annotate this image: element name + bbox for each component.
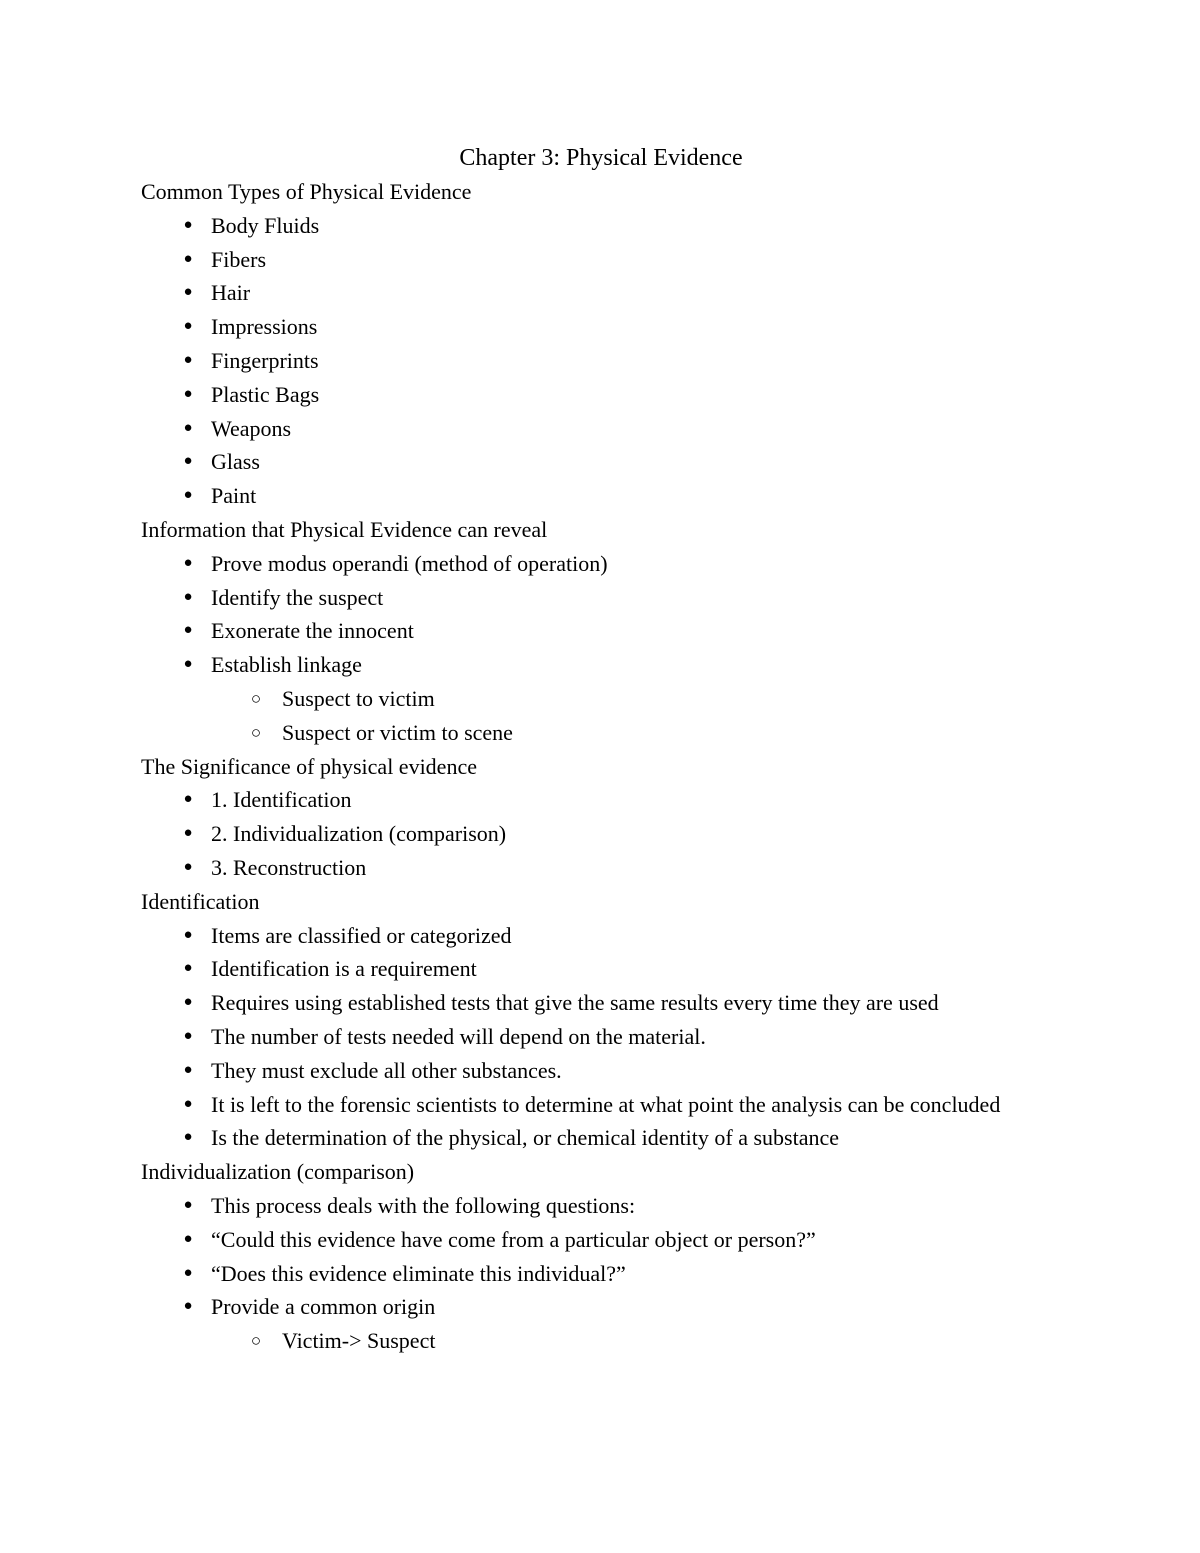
- individualization-list: [141, 1189, 1061, 1358]
- list-item: ● Is the determination of the physical, or chemical identity of a substance: [141, 1121, 1061, 1155]
- bullet-icon: ●: [183, 453, 193, 470]
- hollow-bullet-icon: ○: [250, 1331, 262, 1351]
- bullet-icon: ●: [183, 1196, 193, 1213]
- bullet-icon: ●: [183, 250, 193, 267]
- bullet-icon: ●: [183, 858, 193, 875]
- list-item: ● Exonerate the innocent: [141, 614, 1061, 648]
- list-item: ● Paint: [141, 479, 1061, 513]
- bullet-icon: ●: [183, 1095, 193, 1112]
- bullet-icon: ●: [183, 318, 193, 335]
- list-item: ● Prove modus operandi (method of operation): [141, 547, 1061, 581]
- document-body: [141, 141, 1061, 1358]
- page-title: Chapter 3: Physical Evidence: [459, 145, 743, 171]
- list-item: ● Requires using established tests that give the same results every time they are used: [141, 986, 1061, 1020]
- section-heading-information: Information that Physical Evidence can reveal: [141, 516, 548, 542]
- list-item: ● Weapons: [141, 412, 1061, 446]
- bullet-icon: ●: [183, 351, 193, 368]
- section-heading-identification: Identification: [141, 888, 260, 914]
- list-item: ● Hair: [141, 276, 1061, 310]
- list-item: ● Fingerprints: [141, 344, 1061, 378]
- bullet-icon: ●: [183, 1129, 193, 1146]
- significance-list: [141, 783, 1061, 884]
- bullet-icon: ●: [183, 419, 193, 436]
- list-item: ● Plastic Bags: [141, 378, 1061, 412]
- section-heading-types: Common Types of Physical Evidence: [141, 179, 472, 204]
- section-heading-individualization: Individualization (comparison): [141, 1159, 415, 1185]
- identification-list: [141, 919, 1061, 1156]
- list-item: ● Body Fluids: [141, 209, 1061, 243]
- bullet-icon: ●: [183, 385, 193, 402]
- bullet-icon: ●: [183, 960, 193, 977]
- bullet-icon: ●: [183, 1027, 193, 1044]
- bullet-icon: ●: [183, 994, 193, 1011]
- list-item: ● The number of tests needed will depend on the material.: [141, 1020, 1061, 1054]
- list-item: ● Impressions: [141, 310, 1061, 344]
- list-item: ● 2. Individualization (comparison): [141, 817, 1061, 851]
- bullet-icon: ●: [183, 554, 193, 571]
- list-item: ● Items are classified or categorized: [141, 919, 1061, 953]
- information-list: [141, 547, 1061, 750]
- types-list: [141, 209, 1061, 513]
- list-item: ● 1. Identification: [141, 783, 1061, 817]
- list-item: ● “Does this evidence eliminate this individual?”: [141, 1257, 1061, 1291]
- list-item: ● Identification is a requirement: [141, 952, 1061, 986]
- list-item: ● 3. Reconstruction: [141, 851, 1061, 885]
- bullet-icon: ●: [183, 216, 193, 233]
- bullet-icon: ●: [183, 791, 193, 808]
- sub-list-item: ○ Victim-> Suspect: [141, 1324, 1061, 1358]
- section-heading-significance: The Significance of physical evidence: [141, 753, 477, 779]
- list-item: ● They must exclude all other substances.: [141, 1054, 1061, 1088]
- hollow-bullet-icon: ○: [250, 688, 262, 708]
- list-item: ● Provide a common origin: [141, 1290, 1061, 1324]
- bullet-icon: ●: [183, 656, 193, 673]
- bullet-icon: ●: [183, 1230, 193, 1247]
- list-item: ● Establish linkage: [141, 648, 1061, 682]
- bullet-icon: ●: [183, 284, 193, 301]
- list-item: ● Glass: [141, 445, 1061, 479]
- list-item: ● Identify the suspect: [141, 581, 1061, 615]
- bullet-icon: ●: [183, 1264, 193, 1281]
- sub-list-item: ○ Suspect or victim to scene: [141, 716, 1061, 750]
- bullet-icon: ●: [183, 926, 193, 943]
- bullet-icon: ●: [183, 588, 193, 605]
- list-item: ● This process deals with the following questions:: [141, 1189, 1061, 1223]
- sub-list-item: ○ Suspect to victim: [141, 682, 1061, 716]
- bullet-icon: ●: [183, 825, 193, 842]
- hollow-bullet-icon: ○: [250, 722, 262, 742]
- bullet-icon: ●: [183, 1298, 193, 1315]
- list-item: ● Fibers: [141, 243, 1061, 277]
- bullet-icon: ●: [183, 622, 193, 639]
- list-item: ● “Could this evidence have come from a particular object or person?”: [141, 1223, 1061, 1257]
- list-item: ● It is left to the forensic scientists to determine at what point the analysis can be concluded: [141, 1088, 1061, 1122]
- bullet-icon: ●: [183, 1061, 193, 1078]
- bullet-icon: ●: [183, 487, 193, 504]
